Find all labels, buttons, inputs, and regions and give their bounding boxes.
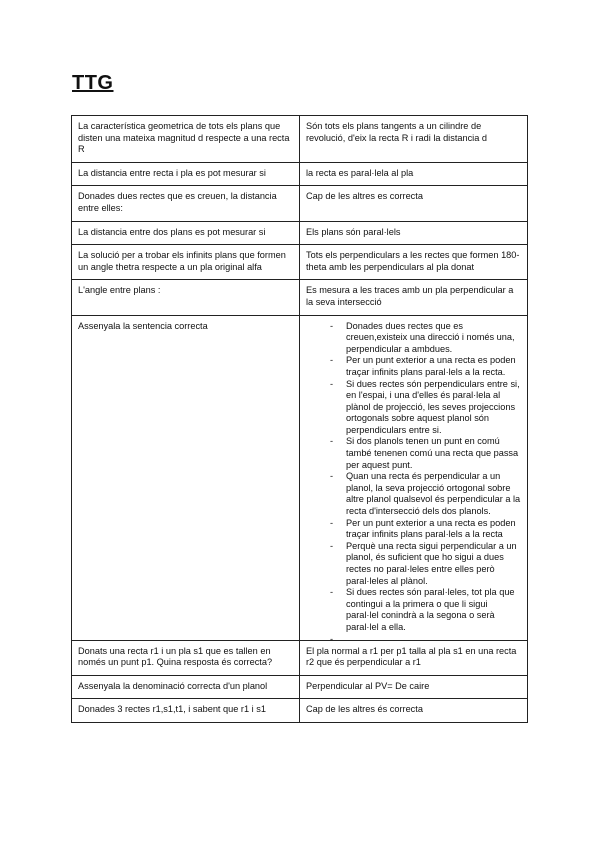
answer-cell: Cap de les altres es correcta <box>300 186 528 221</box>
table-row <box>72 315 528 640</box>
answer-cell: Els plans són paral·lels <box>300 221 528 245</box>
question-cell: La solució per a trobar els infinits plans que formen un angle thetra respecte a un pla original alfa <box>72 245 300 280</box>
table-row <box>72 640 528 675</box>
question-cell: La distancia entre recta i pla es pot mesurar si <box>72 162 300 186</box>
table-row <box>72 186 528 221</box>
list-item: - Si dues rectes són paral·leles, tot pla que contingui a la primera o que li sigui paral·lel conindrà a la segona o serà paral·lel a ella. <box>330 587 521 633</box>
answer-cell <box>300 315 528 640</box>
qa-table <box>71 115 528 723</box>
page-title: TTG <box>72 72 114 94</box>
question-cell: La característica geometrica de tots els plans que disten una mateixa magnitud d respecte a una recta R <box>72 116 300 163</box>
answer-cell: Es mesura a les traces amb un pla perpendicular a la seva intersecció <box>300 280 528 315</box>
answer-cell: Tots els perpendiculars a les rectes que formen 180-theta amb les perpendiculars al pla donat <box>300 245 528 280</box>
question-cell: Assenyala la sentencia correcta <box>72 315 300 640</box>
list-item: - Per un punt exterior a una recta es poden traçar infinits plans paral·lels a la recta. <box>330 355 521 378</box>
list-item: - Perquè una recta sigui perpendicular a un planol, és suficient que ho sigui a dues rectes no paral·leles entre elles però paral·leles al plànol. <box>330 541 521 587</box>
answer-cell: Cap de les altres és correcta <box>300 699 528 723</box>
question-cell: Donats una recta r1 i un pla s1 que es tallen en només un punt p1. Quina resposta és correcta? <box>72 640 300 675</box>
question-cell: L'angle entre plans : <box>72 280 300 315</box>
list-item: - Si dues rectes són perpendiculars entre si, en l'espai, i una d'elles és paral·lela al plànol de projecció, les seves projeccions ortogonals sobre aquest planol són perpendiculars entre si. <box>330 379 521 437</box>
options-list <box>306 321 521 634</box>
list-item: - Quan una recta és perpendicular a un planol, la seva projecció ortogonal sobre altre planol qualsevol és perpendicular a la recta d'intersecció dels dos planols. <box>330 471 521 517</box>
question-cell: Assenyala la denominació correcta d'un planol <box>72 675 300 699</box>
answer-cell: Són tots els plans tangents a un cilindre de revolució, d'eix la recta R i radi la distancia d <box>300 116 528 163</box>
table-row <box>72 162 528 186</box>
table-row <box>72 245 528 280</box>
table-row <box>72 675 528 699</box>
answer-cell: El pla normal a r1 per p1 talla al pla s1 en una recta r2 que és perpendicular a r1 <box>300 640 528 675</box>
answer-cell: la recta es paral·lela al pla <box>300 162 528 186</box>
question-cell: Donades 3 rectes r1,s1,t1, i sabent que r1 i s1 <box>72 699 300 723</box>
question-cell: La distancia entre dos plans es pot mesurar si <box>72 221 300 245</box>
table-row <box>72 221 528 245</box>
table-row <box>72 116 528 163</box>
list-item: - Donades dues rectes que es creuen,existeix una direcció i només una, perpendicular a ambdues. <box>330 321 521 356</box>
list-item: - Per un punt exterior a una recta es poden traçar infinits plans paral·lels a la recta <box>330 518 521 541</box>
list-item: - Si dos planols tenen un punt en comú també tenenen comú una recta que passa per aquest punt. <box>330 436 521 471</box>
table-row <box>72 699 528 723</box>
table-row <box>72 280 528 315</box>
answer-cell: Perpendicular al PV= De caire <box>300 675 528 699</box>
question-cell: Donades dues rectes que es creuen, la distancia entre elles: <box>72 186 300 221</box>
